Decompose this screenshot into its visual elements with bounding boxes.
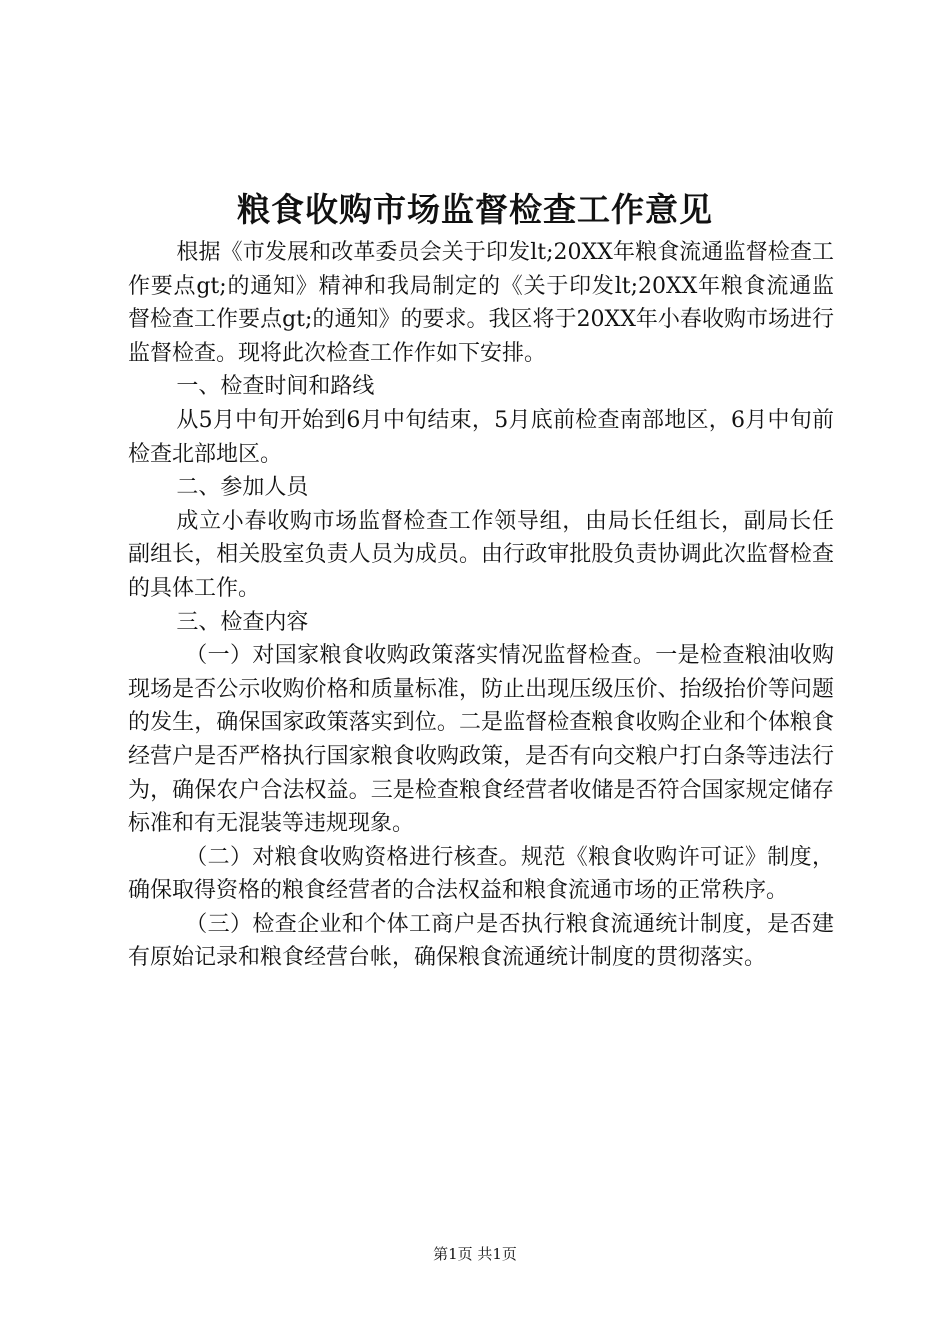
intro-paragraph: 根据《市发展和改革委员会关于印发lt;20XX年粮食流通监督检查工作要点gt;的通知》精神和我局制定的《关于印发lt;20XX年粮食流通监督检查工作要点gt;的通知》的要求。我区将于20XX年小春收购市场进行监督检查。现将此次检查工作作如下安排。 (128, 240, 834, 366)
document-body (128, 236, 834, 975)
content-item-2: （二）对粮食收购资格进行核查。规范《粮食收购许可证》制度，确保取得资格的粮食经营者的合法权益和粮食流通市场的正常秩序。 (128, 844, 834, 904)
content-item-1: （一）对国家粮食收购政策落实情况监督检查。一是检查粮油收购现场是否公示收购价格和质量标准，防止出现压级压价、抬级抬价等问题的发生，确保国家政策落实到位。二是监督检查粮食收购企业和个体粮食经营户是否严格执行国家粮食收购政策，是否有向交粮户打白条等违法行为，确保农户合法权益。三是检查粮食经营者收储是否符合国家规定储存标准和有无混装等违规现象。 (128, 643, 834, 837)
page-footer: 第1页 共1页 (433, 1245, 517, 1263)
document-title: 粮食收购市场监督检查工作意见 (237, 190, 713, 229)
time-route-paragraph: 从5月中旬开始到6月中旬结束，5月底前检查南部地区，6月中旬前检查北部地区。 (128, 407, 834, 467)
personnel-paragraph: 成立小春收购市场监督检查工作领导组，由局长任组长，副局长任副组长，相关股室负责人员为成员。由行政审批股负责协调此次监督检查的具体工作。 (128, 508, 834, 601)
section-heading-time-route: 一、检查时间和路线 (176, 374, 375, 400)
section-heading-personnel: 二、参加人员 (176, 475, 309, 501)
content-item-3: （三）检查企业和个体工商户是否执行粮食流通统计制度，是否建有原始记录和粮食经营台帐，确保粮食流通统计制度的贯彻落实。 (128, 911, 834, 971)
section-heading-content: 三、检查内容 (176, 609, 309, 635)
